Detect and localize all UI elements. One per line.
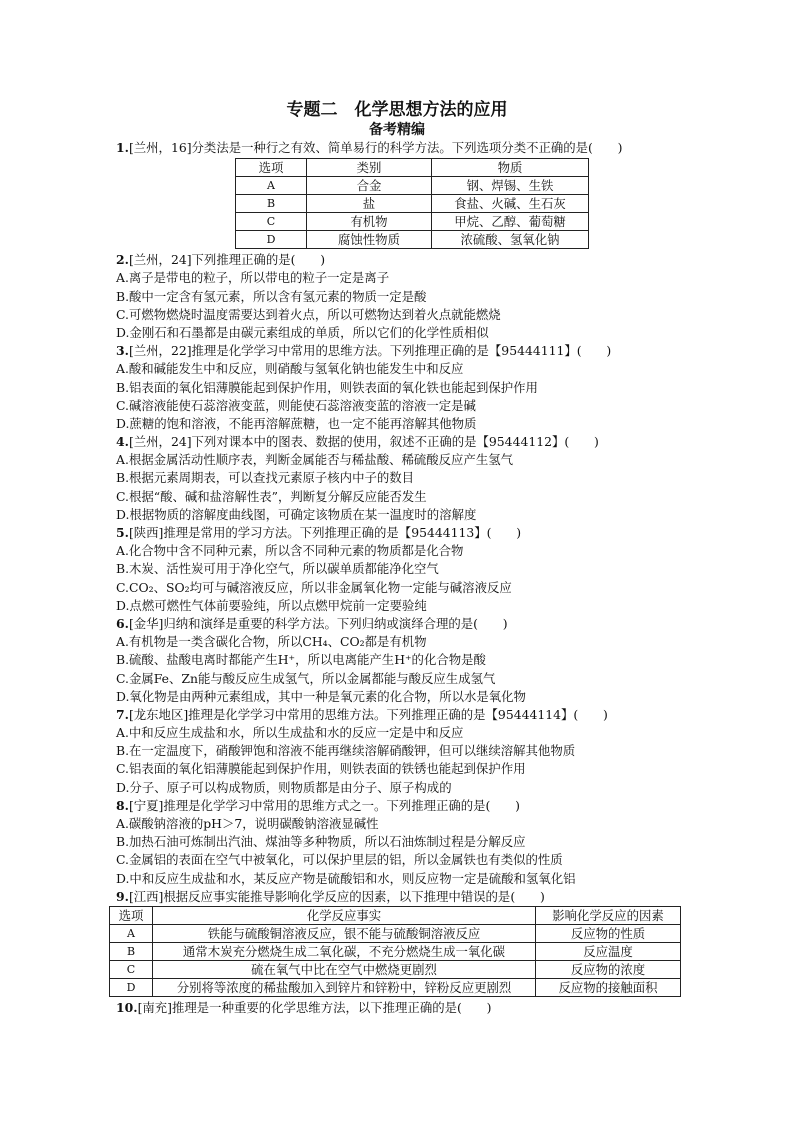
page-subtitle: 备考精编 <box>369 122 425 138</box>
question-text: [陕西]推理是常用的学习方法。下列推理正确的是【95444113】( ) <box>128 525 522 540</box>
table-cell: 反应物的浓度 <box>536 960 681 978</box>
table-cell: 硫在氧气中比在空气中燃烧更剧烈 <box>153 960 536 978</box>
table-cell: 钢、焊锡、生铁 <box>432 177 589 195</box>
table-cell: D <box>236 231 307 249</box>
table-row <box>236 231 589 249</box>
question-10-stem <box>116 999 696 1017</box>
question-number: 5. <box>116 525 129 540</box>
question-text: [兰州，16]分类法是一种行之有效、简单易行的科学方法。下列选项分类不正确的是( ) <box>128 140 623 155</box>
question-text: [兰州，24]下列推理正确的是( ) <box>128 252 326 268</box>
table-cell: 盐 <box>307 195 432 213</box>
question-9-table <box>109 906 681 997</box>
question-text: [南充]推理是一种重要的化学思维方法，以下推理正确的是( ) <box>137 999 492 1015</box>
option-d: D.点燃可燃性气体前要验纯，所以点燃甲烷前一定要验纯 <box>116 597 427 613</box>
option-d: D.中和反应生成盐和水，某反应产物是硫酸铝和水，则反应物一定是硫酸和氢氧化铝 <box>116 870 576 886</box>
table-header-cell: 类别 <box>307 159 432 177</box>
table-cell: 合金 <box>307 177 432 195</box>
question-list <box>116 139 696 1017</box>
option-b: B.硫酸、盐酸电离时都能产生H⁺，所以电离能产生H⁺的化合物是酸 <box>116 652 486 668</box>
option-a: A.碳酸钠溶液的pH＞7，说明碳酸钠溶液显碱性 <box>116 816 379 831</box>
table-row <box>110 924 681 942</box>
option-d: D.根据物质的溶解度曲线图，可确定该物质在某一温度时的溶解度 <box>116 506 477 522</box>
table-cell: 有机物 <box>307 213 432 231</box>
table-cell: A <box>110 924 153 942</box>
table-cell: 反应物的性质 <box>536 924 681 942</box>
table-cell: 通常木炭充分燃烧生成二氧化碳，不充分燃烧生成一氧化碳 <box>153 942 536 960</box>
option-c: C.金属铝的表面在空气中被氧化，可以保护里层的铝，所以金属铁也有类似的性质 <box>116 852 563 868</box>
option-a: A.根据金属活动性顺序表，判断金属能否与稀盐酸、稀硫酸反应产生氢气 <box>116 452 513 468</box>
table-row <box>110 978 681 996</box>
question-text: [兰州，24]下列对课本中的图表、数据的使用，叙述不正确的是【95444112】( ) <box>128 434 599 450</box>
table-cell: 反应物的接触面积 <box>536 978 681 996</box>
option-a: A.中和反应生成盐和水，所以生成盐和水的反应一定是中和反应 <box>116 725 464 741</box>
question-number: 8. <box>116 797 129 813</box>
question-9-stem <box>116 888 696 906</box>
question-number: 10. <box>116 999 138 1015</box>
option-b: B.木炭、活性炭可用于净化空气，所以碳单质都能净化空气 <box>116 561 439 577</box>
table-header-row <box>110 906 681 924</box>
table-row <box>236 177 589 195</box>
question-5-stem <box>116 524 696 542</box>
question-7-stem <box>116 706 696 724</box>
question-number: 7. <box>116 706 129 722</box>
option-b: B.在一定温度下，硝酸钾饱和溶液不能再继续溶解硝酸钾，但可以继续溶解其他物质 <box>116 743 576 759</box>
table-row <box>110 960 681 978</box>
table-header-cell: 化学反应事实 <box>153 906 536 924</box>
question-3-stem <box>116 342 696 360</box>
table-cell: 分别将等浓度的稀盐酸加入到锌片和锌粉中，锌粉反应更剧烈 <box>153 978 536 996</box>
table-cell: C <box>236 213 307 231</box>
option-d: D.金刚石和石墨都是由碳元素组成的单质，所以它们的化学性质相似 <box>116 324 489 340</box>
question-number: 6. <box>116 615 129 631</box>
option-d: D.氧化物是由两种元素组成，其中一种是氧元素的化合物，所以水是氧化物 <box>116 688 526 704</box>
table-cell: 铁能与硫酸铜溶液反应，银不能与硫酸铜溶液反应 <box>153 924 536 942</box>
table-row <box>236 195 589 213</box>
table-header-cell: 选项 <box>236 159 307 177</box>
question-4-stem <box>116 433 696 451</box>
question-text: [宁夏]推理是化学学习中常用的思维方式之一。下列推理正确的是( ) <box>128 797 520 813</box>
option-b: B.加热石油可炼制出汽油、煤油等多种物质，所以石油炼制过程是分解反应 <box>116 834 526 850</box>
option-c: C.CO₂、SO₂均可与碱溶液反应，所以非金属氧化物一定能与碱溶液反应 <box>116 579 512 595</box>
option-a: A.化合物中含不同种元素，所以含不同种元素的物质都是化合物 <box>116 543 464 559</box>
table-cell: 甲烷、乙醇、葡萄糖 <box>432 213 589 231</box>
table-cell: 反应温度 <box>536 942 681 960</box>
question-1-table <box>235 158 589 249</box>
option-c: C.铝表面的氧化铝薄膜能起到保护作用，则铁表面的铁锈也能起到保护作用 <box>116 761 526 777</box>
table-cell: B <box>236 195 307 213</box>
table-cell: B <box>110 942 153 960</box>
table-row <box>110 942 681 960</box>
question-2-stem <box>116 251 696 269</box>
table-cell: 食盐、火碱、生石灰 <box>432 195 589 213</box>
table-row <box>236 213 589 231</box>
question-number: 1. <box>116 140 129 155</box>
question-number: 9. <box>116 888 129 904</box>
option-c: C.金属Fe、Zn能与酸反应生成氢气，所以金属都能与酸反应生成氢气 <box>116 670 496 686</box>
option-b: B.根据元素周期表，可以查找元素原子核内中子的数目 <box>116 470 415 486</box>
option-d: D.蔗糖的饱和溶液，不能再溶解蔗糖，也一定不能再溶解其他物质 <box>116 415 477 431</box>
question-8-stem <box>116 797 696 815</box>
option-a: A.有机物是一类含碳化合物，所以CH₄、CO₂都是有机物 <box>116 634 427 650</box>
option-d: D.分子、原子可以构成物质，则物质都是由分子、原子构成的 <box>116 779 452 795</box>
table-cell: C <box>110 960 153 978</box>
table-header-cell: 选项 <box>110 906 153 924</box>
option-c: C.碱溶液能使石蕊溶液变蓝，则能使石蕊溶液变蓝的溶液一定是碱 <box>116 397 476 413</box>
table-header-cell: 物质 <box>432 159 589 177</box>
question-text: [龙东地区]推理是化学学习中常用的思维方法。下列推理正确的是【95444114】( ) <box>128 706 608 722</box>
option-a: A.酸和碱能发生中和反应，则硝酸与氢氧化钠也能发生中和反应 <box>116 361 464 377</box>
table-header-row <box>236 159 589 177</box>
table-cell: 浓硫酸、氢氧化钠 <box>432 231 589 249</box>
table-cell: 腐蚀性物质 <box>307 231 432 249</box>
question-text: [江西]根据反应事实能推导影响化学反应的因素，以下推理中错误的是( ) <box>128 888 545 904</box>
table-cell: A <box>236 177 307 195</box>
question-number: 2. <box>116 252 129 268</box>
question-text: [金华]归纳和演绎是重要的科学方法。下列归纳或演绎合理的是( ) <box>128 615 508 631</box>
option-c: C.可燃物燃烧时温度需要达到着火点，所以可燃物达到着火点就能燃烧 <box>116 306 501 322</box>
question-1-stem <box>116 139 696 157</box>
question-number: 4. <box>116 434 129 450</box>
option-b: B.酸中一定含有氢元素，所以含有氢元素的物质一定是酸 <box>116 288 427 304</box>
table-header-cell: 影响化学反应的因素 <box>536 906 681 924</box>
option-c: C.根据“酸、碱和盐溶解性表”，判断复分解反应能否发生 <box>116 488 427 504</box>
option-a: A.离子是带电的粒子，所以带电的粒子一定是离子 <box>116 270 390 286</box>
option-b: B.铝表面的氧化铝薄膜能起到保护作用，则铁表面的氧化铁也能起到保护作用 <box>116 379 538 395</box>
question-text: [兰州，22]推理是化学学习中常用的思维方法。下列推理正确的是【95444111】( ) <box>128 343 612 359</box>
question-number: 3. <box>116 343 129 359</box>
table-cell: D <box>110 978 153 996</box>
question-6-stem <box>116 615 696 633</box>
page-title: 专题二 化学思想方法的应用 <box>286 100 508 120</box>
